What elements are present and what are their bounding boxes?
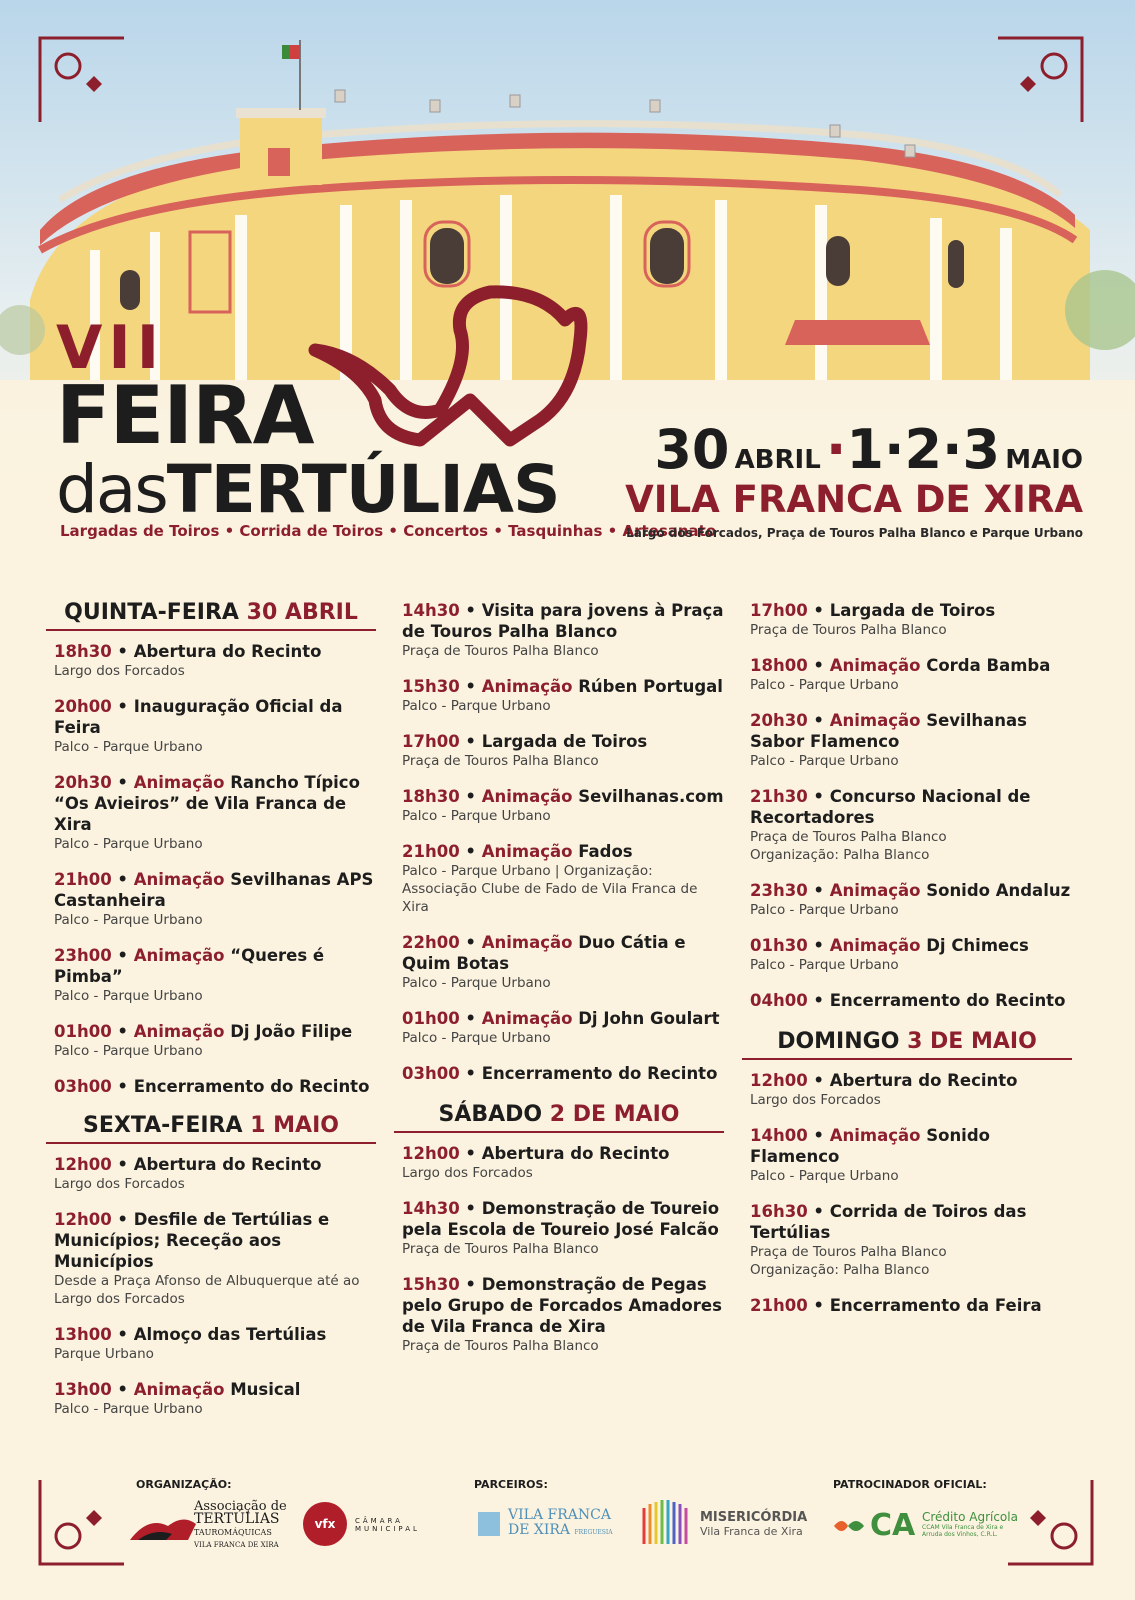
event-title-line: 18h30 • Animação Sevilhanas.com (402, 787, 724, 806)
event-location: Palco - Parque Urbano (750, 1168, 899, 1184)
event-time: 17h00 (402, 732, 460, 751)
event-location: Palco - Parque Urbano (750, 677, 899, 693)
event-name: Demonstração de Pegas pelo Grupo de Forcados Amadores de Vila Franca de Xira (402, 1275, 722, 1336)
event-time: 03h00 (54, 1077, 112, 1096)
date-month-may: MAIO (1005, 445, 1083, 475)
schedule-event (750, 600, 1072, 639)
event-time: 21h00 (402, 842, 460, 861)
event-location: Palco - Parque Urbano (402, 808, 551, 824)
event-time: 13h00 (54, 1380, 112, 1399)
event-name: Fados (578, 842, 633, 861)
event-time: 17h00 (750, 601, 808, 620)
event-time: 23h00 (54, 946, 112, 965)
freguesia-logo: VILA FRANCA DE XIRA FREGUESIA (478, 1508, 608, 1544)
event-type: Animação (829, 1126, 921, 1145)
event-title-line: 18h30 • Abertura do Recinto (54, 642, 322, 661)
schedule-event (54, 1154, 376, 1193)
schedule-event (54, 696, 376, 756)
event-name: Demonstração de Toureio pela Escola de Toureio José Falcão (402, 1199, 720, 1239)
event-location: Palco - Parque Urbano (402, 698, 551, 714)
event-title-line: 01h00 • Animação Dj John Goulart (402, 1009, 720, 1028)
event-title-line: 23h30 • Animação Sonido Andaluz (750, 881, 1071, 900)
event-title-line: 21h30 • Concurso Nacional de Recortadores (750, 787, 1031, 827)
event-title-line: 17h00 • Largada de Toiros (402, 732, 648, 751)
event-location: Praça de Touros Palha Blanco (402, 753, 599, 769)
partners-label: PARCEIROS: (474, 1478, 548, 1491)
edition-number: VII (56, 313, 166, 383)
event-location: Palco - Parque Urbano (54, 988, 203, 1004)
event-dates: 30 ABRIL ·1·2·3 MAIO (654, 418, 1083, 481)
event-time: 15h30 (402, 1275, 460, 1294)
day-header-friday: SEXTA-FEIRA 1 MAIO (46, 1113, 376, 1144)
event-type: Animação (481, 933, 573, 952)
event-location: Palco - Parque Urbano (402, 975, 551, 991)
schedule-event (54, 1379, 376, 1418)
event-name: Sevilhanas.com (578, 787, 724, 806)
event-type: Animação (829, 881, 921, 900)
sponsor-label: PATROCINADOR OFICIAL: (833, 1478, 987, 1491)
event-type: Animação (133, 870, 225, 889)
event-title-line: 16h30 • Corrida de Toiros das Tertúlias (750, 1202, 1027, 1242)
event-title-line: 12h00 • Abertura do Recinto (402, 1144, 670, 1163)
event-time: 01h30 (750, 936, 808, 955)
event-location: Largo dos Forcados (54, 1176, 185, 1192)
event-name: Encerramento da Feira (829, 1296, 1042, 1315)
event-time: 16h30 (750, 1202, 808, 1221)
event-title-line: 12h00 • Abertura do Recinto (54, 1155, 322, 1174)
event-name: Sonido Andaluz (926, 881, 1071, 900)
schedule-event (402, 1274, 724, 1355)
event-title-line: 13h00 • Animação Musical (54, 1380, 301, 1399)
event-name: Almoço das Tertúlias (133, 1325, 327, 1344)
corner-ornament-top-left (38, 36, 126, 124)
schedule-event (402, 600, 724, 660)
event-time: 12h00 (750, 1071, 808, 1090)
event-title-line: 21h00 • Encerramento da Feira (750, 1296, 1042, 1315)
event-name: Desfile de Tertúlias e Municípios; Receção aos Municípios (54, 1210, 330, 1271)
event-name: Rúben Portugal (578, 677, 723, 696)
event-name: Dj John Goulart (578, 1009, 720, 1028)
event-time: 03h00 (402, 1064, 460, 1083)
camara-municipal-logo: vfx CÂMARA MUNICIPAL (303, 1502, 453, 1546)
activities-line: Largadas de Toiros • Corrida de Toiros • Concertos • Tasquinhas • Artesanato (60, 522, 717, 540)
event-name: Sevilhanas Sabor Flamenco (750, 711, 1027, 751)
event-title-line: 15h30 • Demonstração de Pegas pelo Grupo de Forcados Amadores de Vila Franca de Xira (402, 1275, 722, 1336)
event-title-line: 01h00 • Animação Dj João Filipe (54, 1022, 353, 1041)
schedule-event (402, 932, 724, 992)
schedule-event (402, 1008, 724, 1047)
event-name: Rancho Típico “Os Avieiros” de Vila Franca de Xira (54, 773, 360, 834)
event-time: 01h00 (54, 1022, 112, 1041)
schedule-event (750, 880, 1072, 919)
event-title-line: 21h00 • Animação Fados (402, 842, 633, 861)
event-time: 18h30 (54, 642, 112, 661)
event-time: 14h30 (402, 601, 460, 620)
event-location: Praça de Touros Palha Blanco (402, 1338, 599, 1354)
day-header-sunday: DOMINGO 3 DE MAIO (742, 1029, 1072, 1060)
event-time: 04h00 (750, 991, 808, 1010)
misericordia-logo: MISERICÓRDIA Vila Franca de Xira (700, 1510, 808, 1538)
schedule-event (54, 641, 376, 680)
date-month-april: ABRIL (734, 445, 821, 475)
event-location: Palco - Parque Urbano (54, 1401, 203, 1417)
event-title-line: 03h00 • Encerramento do Recinto (54, 1077, 370, 1096)
event-location: Palco - Parque Urbano (750, 957, 899, 973)
schedule-event (750, 990, 1072, 1011)
event-title-line: 12h00 • Desfile de Tertúlias e Municípios; Receção aos Municípios (54, 1210, 330, 1271)
title-das: das (56, 451, 167, 528)
schedule-event (54, 869, 376, 929)
schedule-event (750, 786, 1072, 864)
schedule-event (54, 1076, 376, 1097)
event-time: 12h00 (402, 1144, 460, 1163)
day-header-saturday: SÁBADO 2 DE MAIO (394, 1102, 724, 1133)
event-title-line: 14h30 • Visita para jovens à Praça de Touros Palha Blanco (402, 601, 724, 641)
event-location: Praça de Touros Palha Blanco (750, 829, 947, 845)
venue-list: Largo dos Forcados, Praça de Touros Palha Blanco e Parque Urbano (626, 526, 1083, 540)
event-title-line: 23h00 • Animação “Queres é Pimba” (54, 946, 325, 986)
event-title-line: 03h00 • Encerramento do Recinto (402, 1064, 718, 1083)
event-name: Corda Bamba (926, 656, 1051, 675)
event-location: Palco - Parque Urbano (750, 753, 899, 769)
event-name: Dj Chimecs (926, 936, 1029, 955)
event-location: Praça de Touros Palha Blanco (750, 622, 947, 638)
day-header-thursday: QUINTA-FEIRA 30 ABRIL (46, 600, 376, 631)
event-type: Animação (133, 946, 225, 965)
event-location: Largo dos Forcados (402, 1165, 533, 1181)
date-days-may: 1·2·3 (846, 418, 1001, 481)
credito-agricola-logo: CA Crédito Agrícola CCAM Vila Franca de Xira e Arruda dos Vinhos, C.R.L. (832, 1508, 1017, 1548)
event-title-line: 20h00 • Inauguração Oficial da Feira (54, 697, 343, 737)
event-title-line: 15h30 • Animação Rúben Portugal (402, 677, 723, 696)
event-organizer: Organização: Palha Blanco (750, 847, 930, 863)
event-name: Largada de Toiros (481, 732, 648, 751)
event-time: 20h30 (750, 711, 808, 730)
schedule-event (750, 935, 1072, 974)
event-type: Animação (133, 773, 225, 792)
event-name: Encerramento do Recinto (481, 1064, 718, 1083)
event-name: Abertura do Recinto (829, 1071, 1018, 1090)
event-time: 21h00 (750, 1296, 808, 1315)
event-time: 12h00 (54, 1210, 112, 1229)
event-time: 22h00 (402, 933, 460, 952)
event-name: Abertura do Recinto (133, 1155, 322, 1174)
event-type: Animação (481, 842, 573, 861)
event-name: Corrida de Toiros das Tertúlias (750, 1202, 1027, 1242)
event-type: Animação (133, 1380, 225, 1399)
event-location: Palco - Parque Urbano (54, 1043, 203, 1059)
associacao-tertulias-logo: Associação de TERTÚLIAS TAUROMÁQUICAS VILA FRANCA DE XIRA (128, 1500, 278, 1546)
event-name: Sevilhanas APS Castanheira (54, 870, 374, 910)
event-title-line: 14h30 • Demonstração de Toureio pela Escola de Toureio José Falcão (402, 1199, 720, 1239)
event-name: Abertura do Recinto (133, 642, 322, 661)
schedule-event (750, 1125, 1072, 1185)
event-title-line: 04h00 • Encerramento do Recinto (750, 991, 1066, 1010)
event-title-line: 01h30 • Animação Dj Chimecs (750, 936, 1029, 955)
event-location: Praça de Touros Palha Blanco (750, 1244, 947, 1260)
event-time: 18h00 (750, 656, 808, 675)
event-name: Concurso Nacional de Recortadores (750, 787, 1031, 827)
event-title-line: 12h00 • Abertura do Recinto (750, 1071, 1018, 1090)
title-feira: FEIRA (56, 369, 314, 462)
event-location: Palco - Parque Urbano (750, 902, 899, 918)
event-title-line: 22h00 • Animação Duo Cátia e Quim Botas (402, 933, 686, 973)
event-name: “Queres é Pimba” (54, 946, 325, 986)
event-time: 14h00 (750, 1126, 808, 1145)
event-title (56, 313, 560, 528)
schedule-event (402, 676, 724, 715)
schedule-event (54, 1324, 376, 1363)
corner-ornament-bottom-left (38, 1478, 126, 1566)
schedule-column-2 (394, 600, 724, 1371)
event-title-line: 20h30 • Animação Rancho Típico “Os Avieiros” de Vila Franca de Xira (54, 773, 360, 834)
event-time: 18h30 (402, 787, 460, 806)
event-time: 14h30 (402, 1199, 460, 1218)
title-tertulias: TERTÚLIAS (166, 451, 560, 528)
event-organizer: Organização: Palha Blanco (750, 1262, 930, 1278)
event-type: Animação (481, 677, 573, 696)
schedule-event (750, 1295, 1072, 1316)
schedule-event (54, 945, 376, 1005)
event-location: Largo dos Forcados (750, 1092, 881, 1108)
event-time: 13h00 (54, 1325, 112, 1344)
event-type: Animação (829, 936, 921, 955)
event-title-line: 14h00 • Animação Sonido Flamenco (750, 1126, 990, 1166)
event-location: Desde a Praça Afonso de Albuquerque até ao Largo dos Forcados (54, 1273, 360, 1307)
event-type: Animação (133, 1022, 225, 1041)
schedule-event (750, 655, 1072, 694)
event-location: Palco - Parque Urbano | Organização: Associação Clube de Fado de Vila Franca de Xira (402, 863, 698, 915)
schedule-event (402, 841, 724, 916)
event-location: Largo dos Forcados (54, 663, 185, 679)
schedule-event (402, 1063, 724, 1084)
event-time: 23h30 (750, 881, 808, 900)
event-name: Musical (230, 1380, 301, 1399)
event-title-line: 13h00 • Almoço das Tertúlias (54, 1325, 327, 1344)
event-title-line: 21h00 • Animação Sevilhanas APS Castanheira (54, 870, 374, 910)
event-location: Palco - Parque Urbano (54, 739, 203, 755)
event-title-line: 17h00 • Largada de Toiros (750, 601, 996, 620)
schedule-column-3 (742, 600, 1072, 1332)
organization-label: ORGANIZAÇÃO: (136, 1478, 232, 1491)
event-name: Inauguração Oficial da Feira (54, 697, 343, 737)
schedule-event (750, 1070, 1072, 1109)
event-location: Palco - Parque Urbano (54, 912, 203, 928)
event-time: 20h30 (54, 773, 112, 792)
event-name: Duo Cátia e Quim Botas (402, 933, 686, 973)
event-name: Sonido Flamenco (750, 1126, 990, 1166)
event-name: Dj João Filipe (230, 1022, 353, 1041)
schedule-event (750, 1201, 1072, 1279)
schedule-column-1 (46, 600, 376, 1434)
schedule-event (402, 1143, 724, 1182)
event-time: 12h00 (54, 1155, 112, 1174)
event-time: 21h30 (750, 787, 808, 806)
schedule-event (402, 1198, 724, 1258)
event-type: Animação (829, 711, 921, 730)
event-name: Largada de Toiros (829, 601, 996, 620)
event-location: Praça de Touros Palha Blanco (402, 1241, 599, 1257)
event-name: Visita para jovens à Praça de Touros Palha Blanco (402, 601, 724, 641)
event-type: Animação (481, 1009, 573, 1028)
event-title-line: 18h00 • Animação Corda Bamba (750, 656, 1051, 675)
schedule-event (750, 710, 1072, 770)
schedule-event (402, 786, 724, 825)
schedule-event (54, 772, 376, 853)
event-time: 20h00 (54, 697, 112, 716)
event-name: Encerramento do Recinto (829, 991, 1066, 1010)
event-location: Palco - Parque Urbano (402, 1030, 551, 1046)
date-day-30: 30 (654, 418, 730, 481)
schedule-event (54, 1209, 376, 1308)
event-title-line: 20h30 • Animação Sevilhanas Sabor Flamenco (750, 711, 1027, 751)
event-location: Parque Urbano (54, 1346, 154, 1362)
event-time: 21h00 (54, 870, 112, 889)
city-name: VILA FRANCA DE XIRA (625, 478, 1083, 521)
event-location: Palco - Parque Urbano (54, 836, 203, 852)
event-name: Encerramento do Recinto (133, 1077, 370, 1096)
event-time: 01h00 (402, 1009, 460, 1028)
event-location: Praça de Touros Palha Blanco (402, 643, 599, 659)
schedule-event (54, 1021, 376, 1060)
event-time: 15h30 (402, 677, 460, 696)
corner-ornament-top-right (996, 36, 1084, 124)
corner-ornament-bottom-right (1006, 1478, 1094, 1566)
event-name: Abertura do Recinto (481, 1144, 670, 1163)
schedule-event (402, 731, 724, 770)
event-type: Animação (481, 787, 573, 806)
event-type: Animação (829, 656, 921, 675)
